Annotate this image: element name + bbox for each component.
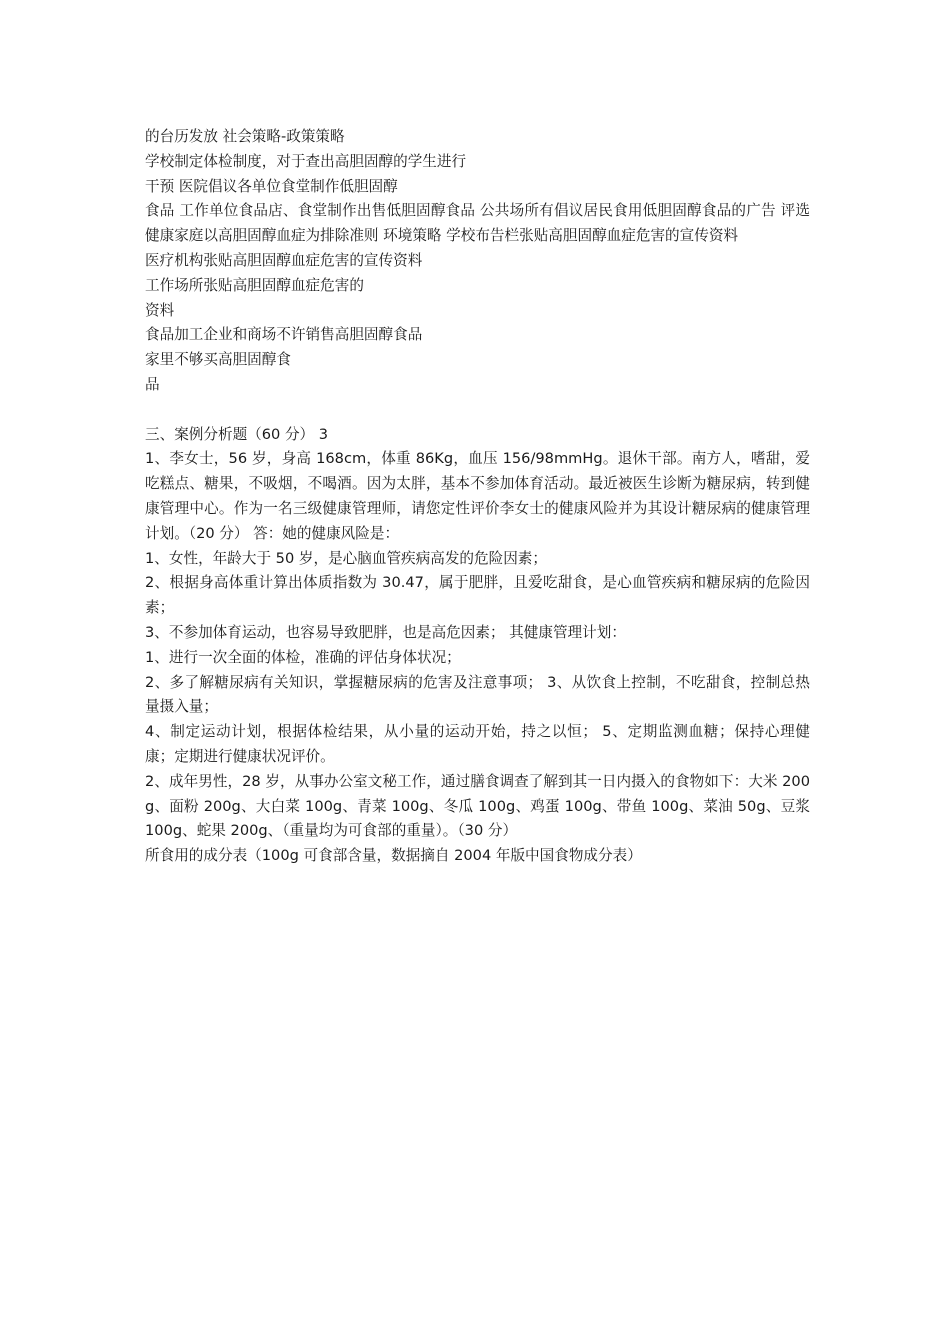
case1-intro: 1、李女士，56 岁，身高 168cm，体重 86Kg，血压 156/98mmHg。退休干部。南方人，嗜甜，爱吃糕点、糖果，不吸烟，不喝酒。因为太胖，基本不参加体育活动。最近被医生诊断为糖尿病，转到健康管理中心。作为一名三级健康管理师，请您定性评价李女士的健康风险并为其设计糖尿病的健康管理计划。（20 分） 答：她的健康风险是： bbox=[145, 450, 810, 542]
section-title: 三、案例分析题（60 分） 3 bbox=[145, 425, 329, 443]
table-caption: 所食用的成分表（100g 可食部含量，数据摘自 2004 年版中国食物成分表） bbox=[145, 847, 642, 865]
paragraph-strategies: 食品 工作单位食品店、食堂制作出售低胆固醇食品 公共场所有倡议居民食用低胆固醇食品的广告 评选健康家庭以高胆固醇血症为排除准则 环境策略 学校布告栏张贴高胆固醇血症危害的宣传资料 bbox=[145, 202, 810, 245]
risk-item-3: 3、不参加体育运动，也容易导致肥胖，也是高危因素； 其健康管理计划： bbox=[145, 623, 626, 641]
case2-text: 2、成年男性，28 岁，从事办公室文秘工作，通过膳食调查了解到其一日内摄入的食物如下：大米 200g、面粉 200g、大白菜 100g、青菜 100g、冬瓜 100g、鸡蛋 100g、带鱼 100g、菜油 50g、豆浆 100g、蛇果 200g、（重量均为可食部的重量）。（30 分） bbox=[145, 772, 810, 840]
document-body bbox=[145, 125, 810, 869]
risk-item-2: 2、根据身高体重计算出体质指数为 30.47，属于肥胖，且爱吃甜食，是心血管疾病和糖尿病的危险因素； bbox=[145, 574, 810, 617]
plan-item-1: 1、进行一次全面的体检，准确的评估身体状况； bbox=[145, 648, 461, 666]
text-line: 医疗机构张贴高胆固醇血症危害的宣传资料 bbox=[145, 251, 423, 269]
text-line: 食品加工企业和商场不许销售高胆固醇食品 bbox=[145, 326, 423, 344]
plan-item-2-3: 2、多了解糖尿病有关知识，掌握糖尿病的危害及注意事项； 3、从饮食上控制，不吃甜食，控制总热量摄入量； bbox=[145, 673, 810, 716]
text-line: 家里不够买高胆固醇食 bbox=[145, 351, 291, 369]
plan-item-4-5: 4、制定运动计划，根据体检结果，从小量的运动开始，持之以恒； 5、定期监测血糖；保持心理健康；定期进行健康状况评价。 bbox=[145, 723, 810, 765]
text-line: 工作场所张贴高胆固醇血症危害的 bbox=[145, 276, 364, 294]
spacer bbox=[145, 398, 810, 423]
text-line: 干预 医院倡议各单位食堂制作低胆固醇 bbox=[145, 177, 398, 195]
text-line: 的台历发放 社会策略-政策策略 bbox=[145, 128, 345, 145]
risk-item-1: 1、女性，年龄大于 50 岁，是心脑血管疾病高发的危险因素； bbox=[145, 549, 547, 567]
text-line: 资料 bbox=[145, 301, 175, 319]
text-line: 学校制定体检制度，对于查出高胆固醇的学生进行 bbox=[145, 152, 467, 170]
text-line: 品 bbox=[145, 375, 160, 393]
